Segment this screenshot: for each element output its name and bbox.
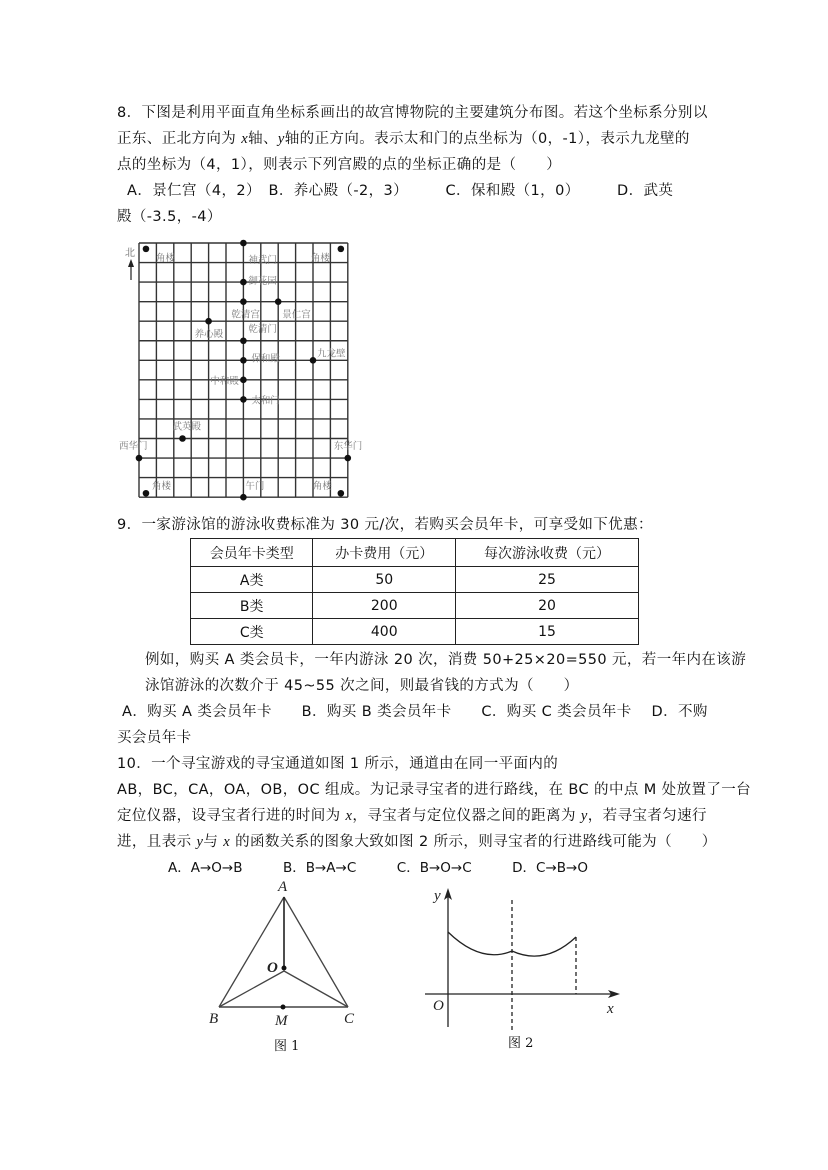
vertex-c-label: C [344, 1011, 355, 1025]
map-point [338, 246, 345, 253]
map-point [240, 377, 247, 384]
membership-fee-table [190, 538, 639, 645]
q9-options-cont: 买会员年卡 [117, 730, 192, 746]
table-cell: C类 [191, 619, 313, 645]
q8-text: 正东、正北方向为 [117, 131, 242, 147]
y-var: y [277, 131, 285, 147]
q10-text: 与 [203, 834, 224, 850]
q8-stem-line1: 8．下图是利用平面直角坐标系画出的故宫博物院的主要建筑分布图。若这个坐标系分别以 [117, 105, 708, 121]
table-cell: B类 [191, 593, 313, 619]
q10-option-d: D．C→B→O [512, 860, 588, 876]
q10-text: 进，且表示 [117, 834, 197, 850]
map-point-label: 东华门 [333, 441, 363, 453]
x-var: x [241, 131, 249, 147]
map-point [240, 494, 247, 501]
figure-1-triangle [195, 875, 375, 1025]
table-header-row [191, 539, 639, 567]
map-point [275, 298, 282, 305]
figure-2-caption: 图 2 [508, 1036, 534, 1051]
q10-text: 的函数关系的图象大致如图 2 所示，则寻宝者的行进路线可能为（ ） [230, 834, 717, 850]
q9-options: A．购买 A 类会员年卡 B．购买 B 类会员年卡 C．购买 C 类会员年卡 D．不购 [117, 704, 708, 720]
map-point-label: 太和门 [251, 395, 280, 407]
map-point [143, 490, 150, 497]
map-point [240, 357, 247, 364]
map-point [310, 357, 317, 364]
table-cell: 15 [456, 619, 639, 645]
map-point-label: 乾清宫 [231, 309, 260, 321]
north-label: 北 [125, 248, 135, 259]
q10-stem-line1: 10．一个寻宝游戏的寻宝通道如图 1 所示，通道由在同一平面内的 [117, 756, 559, 772]
table-cell: 50 [313, 567, 456, 593]
q9-example-line1: 例如，购买 A 类会员卡，一年内游泳 20 次，消费 50+25×20=550 元，若一年内在该游 [145, 652, 747, 668]
q8-text: 轴的正方向。表示太和门的点坐标为（0，-1），表示九龙壁的 [284, 131, 690, 147]
y-var: y [580, 808, 588, 824]
y-var: y [196, 834, 204, 850]
table-cell: 25 [456, 567, 639, 593]
map-point-label: 九龙壁 [317, 348, 346, 360]
map-point-label: 武英殿 [172, 421, 202, 433]
table-cell: 20 [456, 593, 639, 619]
map-point [240, 279, 247, 286]
map-point [338, 490, 345, 497]
map-point-label: 角楼 [310, 252, 330, 264]
q9-example-line2: 泳馆游泳的次数介于 45~55 次之间，则最省钱的方式为（ ） [145, 678, 579, 694]
q8-stem-line3: 点的坐标为（4，1），则表示下列宫殿的点的坐标正确的是（ ） [117, 157, 562, 173]
map-point [240, 337, 247, 344]
table-header-cell: 办卡费用（元） [313, 539, 456, 567]
q8-options: A．景仁宫（4，2） B．养心殿（-2，3） C．保和殿（1，0） D．武英 [117, 183, 674, 199]
map-point-label: 乾清门 [248, 323, 277, 335]
table-header-cell: 会员年卡类型 [191, 539, 313, 567]
map-point-label: 角楼 [312, 481, 332, 493]
palace-museum-map [115, 236, 375, 506]
q10-text: ，寻宝者与定位仪器之间的距离为 [352, 808, 581, 824]
q8-stem-line2 [117, 129, 690, 149]
x-var: x [223, 834, 231, 850]
table-row [191, 567, 639, 593]
q8-text: 轴、 [248, 131, 278, 147]
map-point-label: 御花园 [248, 276, 277, 288]
vertex-b-label: B [209, 1011, 219, 1025]
q10-option-c: C．B→O→C [396, 860, 472, 876]
map-point [205, 318, 212, 325]
map-point [143, 246, 150, 253]
q10-stem-line3 [117, 806, 707, 826]
figure-2-graph [415, 880, 630, 1040]
map-point-label: 角楼 [151, 481, 171, 493]
map-point-label: 角楼 [155, 252, 175, 264]
map-point-label: 西华门 [119, 441, 148, 453]
y-axis-label: y [434, 888, 441, 904]
map-point [179, 435, 186, 442]
table-cell: 200 [313, 593, 456, 619]
q9-stem: 9．一家游泳馆的游泳收费标准为 30 元/次，若购买会员年卡，可享受如下优惠： [117, 517, 653, 533]
table-cell: 400 [313, 619, 456, 645]
midpoint-m-label: M [275, 1013, 288, 1025]
map-point [240, 298, 247, 305]
table-row [191, 593, 639, 619]
figure-1-caption: 图 1 [274, 1039, 300, 1054]
map-point-label: 养心殿 [194, 329, 224, 341]
origin-label: O [433, 998, 444, 1014]
q10-stem-line2: AB，BC，CA，OA，OB，OC 组成。为记录寻宝者的进行路线，在 BC 的中点 M 处放置了一台 [117, 782, 752, 798]
point-o-label: O [267, 960, 278, 976]
map-point-label: 中和殿 [210, 375, 239, 387]
map-point-label: 午门 [245, 481, 265, 493]
vertex-a-label: A [278, 879, 288, 895]
q10-option-a: A．A→O→B [168, 860, 243, 876]
map-point [345, 455, 352, 462]
map-point [136, 455, 143, 462]
map-point [240, 396, 247, 403]
q10-stem-line4 [117, 832, 717, 852]
map-point-label: 景仁宫 [282, 309, 311, 321]
map-point-label: 保和殿 [251, 353, 280, 365]
q10-text: ，若寻宝者匀速行 [587, 808, 707, 824]
table-cell: A类 [191, 567, 313, 593]
table-row [191, 619, 639, 645]
q10-option-b: B．B→A→C [282, 860, 357, 876]
map-point-label: 神武门 [248, 255, 277, 266]
table-header-cell: 每次游泳收费（元） [456, 539, 639, 567]
x-var: x [345, 808, 353, 824]
q10-text: 定位仪器，设寻宝者行进的时间为 [117, 808, 346, 824]
x-axis-label: x [607, 1001, 614, 1017]
map-point [240, 240, 247, 247]
q8-options-cont: 殿（-3.5，-4） [117, 209, 222, 225]
